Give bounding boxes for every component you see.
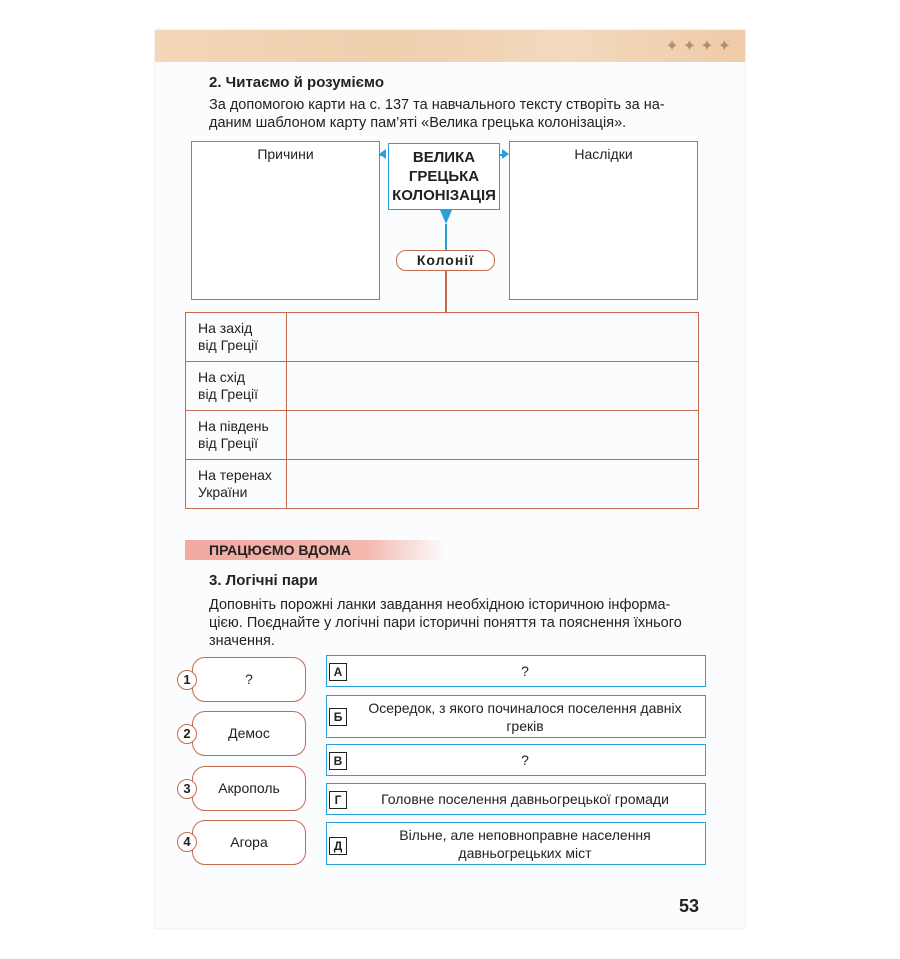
definition-a[interactable] (326, 655, 706, 687)
term-number-3: 3 (177, 779, 197, 799)
ornament-icon: ✦✦✦✦ (665, 38, 735, 55)
page-number: 53 (678, 896, 699, 916)
section-3-heading: 3. Логічні пари (209, 572, 318, 589)
row-label: На схід від Греції (186, 362, 287, 411)
homework-banner-text: ПРАЦЮЄМО ВДОМА (209, 542, 351, 558)
definition-h-text: Головне поселення давньогрецької громади (381, 791, 669, 807)
mindmap-center-title (388, 143, 500, 210)
center-title-line-1: ВЕЛИКА (412, 149, 476, 166)
table-row (186, 411, 699, 460)
consequences-box[interactable] (509, 141, 698, 300)
letter-badge-v: В (329, 752, 347, 770)
term-card-2[interactable]: Демос (192, 711, 306, 756)
consequences-label: Наслідки (574, 146, 633, 162)
homework-banner (185, 540, 445, 560)
causes-box[interactable] (191, 141, 380, 300)
term-number-1: 1 (177, 670, 197, 690)
definition-b[interactable] (326, 695, 706, 738)
decorative-header-band (155, 30, 745, 62)
center-title-line-2: ГРЕЦЬКА (408, 168, 480, 185)
term-card-4[interactable]: Агора (192, 820, 306, 865)
arrow-left-icon (379, 149, 386, 159)
section-2-heading: 2. Читаємо й розуміємо (209, 74, 384, 91)
answer-cell[interactable] (287, 411, 699, 460)
row-label: На захід від Греції (186, 313, 287, 362)
definition-a-text: ? (521, 663, 529, 679)
section-2-instruction-line-2: даним шаблоном карту пам’яті «Велика грецька колонізація». (209, 115, 627, 131)
textbook-page (155, 30, 745, 928)
definition-d[interactable] (326, 822, 706, 865)
row-label: На південь від Греції (186, 411, 287, 460)
letter-badge-h: Г (329, 791, 347, 809)
center-title-line-3: КОЛОНІЗАЦІЯ (392, 187, 496, 204)
section-3-instruction-line-1: Доповніть порожні ланки завдання необхідною історичною інформа- (209, 597, 671, 613)
section-2-instruction-line-1: За допомогою карти на с. 137 та навчального тексту створіть за на- (209, 97, 665, 113)
definition-h[interactable] (326, 783, 706, 815)
connector-to-table (445, 271, 447, 312)
term-card-3[interactable]: Акрополь (192, 766, 306, 811)
definition-v[interactable] (326, 744, 706, 776)
arrow-right-icon (502, 149, 509, 159)
letter-badge-b: Б (329, 708, 347, 726)
section-3-instruction-line-2: цією. Поєднайте у логічні пари історичні поняття та пояснення їхнього (209, 615, 682, 631)
definition-v-text: ? (521, 752, 529, 768)
definition-b-text: Осередок, з якого починалося поселення давніх греків (368, 700, 682, 734)
connector-down (445, 224, 447, 250)
answer-cell[interactable] (287, 313, 699, 362)
colonies-table (185, 312, 699, 509)
table-row (186, 362, 699, 411)
causes-label: Причини (257, 146, 314, 162)
table-row (186, 460, 699, 509)
table-row (186, 313, 699, 362)
colonies-pill: Колонії (396, 250, 495, 271)
term-number-2: 2 (177, 724, 197, 744)
section-3-instruction-line-3: значення. (209, 633, 275, 649)
term-card-1[interactable]: ? (192, 657, 306, 702)
letter-badge-a: А (329, 663, 347, 681)
term-number-4: 4 (177, 832, 197, 852)
answer-cell[interactable] (287, 460, 699, 509)
definition-d-text: Вільне, але неповноправне населення давньогрецьких міст (399, 827, 651, 861)
letter-badge-d: Д (329, 837, 347, 855)
answer-cell[interactable] (287, 362, 699, 411)
row-label: На теренах України (186, 460, 287, 509)
arrow-down-icon (440, 210, 452, 224)
